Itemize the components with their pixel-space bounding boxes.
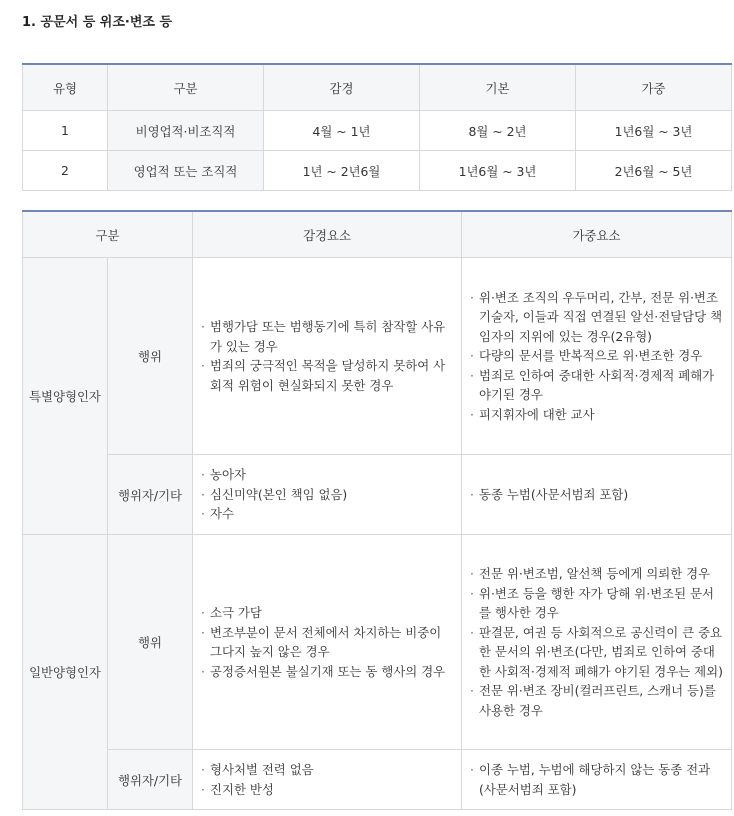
group-general-factors: 일반양형인자 [23, 535, 108, 810]
list-item: · 다량의 문서를 반복적으로 위·변조한 경우 [470, 346, 723, 366]
subcategory-actor-other: 행위자/기타 [108, 750, 193, 810]
cell-type: 2 [23, 151, 108, 191]
table-row [23, 151, 732, 191]
header-mitigating-factors: 감경요소 [193, 211, 462, 258]
list-item: · 범죄로 인하여 중대한 사회적·경제적 폐해가 야기된 경우 [470, 366, 723, 405]
list-item: · 이종 누범, 누범에 해당하지 않는 동종 전과(사문서범죄 포함) [470, 760, 723, 799]
table-header-row [23, 211, 732, 258]
cell-category: 영업적 또는 조직적 [108, 151, 264, 191]
aggravating-list [462, 535, 732, 750]
cell-mitigated: 1년 ~ 2년6월 [264, 151, 420, 191]
table-row [23, 111, 732, 151]
table-row [23, 535, 732, 750]
subcategory-act: 행위 [108, 258, 193, 455]
aggravating-list [462, 258, 732, 455]
aggravating-list [462, 455, 732, 535]
sentencing-range-table [22, 63, 732, 191]
list-item: · 진지한 반성 [201, 780, 453, 800]
cell-basic: 1년6월 ~ 3년 [420, 151, 576, 191]
list-item: · 형사처벌 전력 없음 [201, 760, 453, 780]
header-type: 유형 [23, 64, 108, 111]
header-basic: 기본 [420, 64, 576, 111]
mitigating-list [193, 455, 462, 535]
mitigating-list [193, 535, 462, 750]
sentencing-factors-table [22, 210, 732, 810]
list-item: · 범죄의 궁극적인 목적을 달성하지 못하여 사회적 위험이 현실화되지 못한 경우 [201, 356, 453, 395]
list-item: · 피지휘자에 대한 교사 [470, 405, 723, 425]
cell-category: 비영업적·비조직적 [108, 111, 264, 151]
cell-mitigated: 4월 ~ 1년 [264, 111, 420, 151]
list-item: · 전문 위·변조 장비(컬러프린트, 스캐너 등)를 사용한 경우 [470, 681, 723, 720]
header-aggravated: 가중 [576, 64, 732, 111]
cell-aggravated: 2년6월 ~ 5년 [576, 151, 732, 191]
list-item: · 변조부분이 문서 전체에서 차지하는 비중이 그다지 높지 않은 경우 [201, 623, 453, 662]
table-row [23, 455, 732, 535]
list-item: · 농아자 [201, 465, 453, 485]
group-special-factors: 특별양형인자 [23, 258, 108, 535]
aggravating-list [462, 750, 732, 810]
subcategory-act: 행위 [108, 535, 193, 750]
mitigating-list [193, 750, 462, 810]
header-aggravating-factors: 가중요소 [462, 211, 732, 258]
cell-aggravated: 1년6월 ~ 3년 [576, 111, 732, 151]
list-item: · 공정증서원본 불실기재 또는 동 행사의 경우 [201, 662, 453, 682]
header-mitigated: 감경 [264, 64, 420, 111]
cell-type: 1 [23, 111, 108, 151]
table-row [23, 258, 732, 455]
list-item: · 위·변조 등을 행한 자가 당해 위·변조된 문서를 행사한 경우 [470, 584, 723, 623]
cell-basic: 8월 ~ 2년 [420, 111, 576, 151]
header-category: 구분 [23, 211, 193, 258]
section-heading: 1. 공문서 등 위조·변조 등 [22, 15, 173, 30]
header-category: 구분 [108, 64, 264, 111]
subcategory-actor-other: 행위자/기타 [108, 455, 193, 535]
list-item: · 판결문, 여권 등 사회적으로 공신력이 큰 중요한 문서의 위·변조(다만, 범죄로 인하여 중대한 사회적·경제적 폐해가 야기된 경우는 제외) [470, 623, 723, 682]
table-row [23, 750, 732, 810]
list-item: · 심신미약(본인 책임 없음) [201, 485, 453, 505]
list-item: · 범행가담 또는 범행동기에 특히 참작할 사유가 있는 경우 [201, 317, 453, 356]
list-item: · 동종 누범(사문서범죄 포함) [470, 485, 723, 505]
list-item: · 소극 가담 [201, 603, 453, 623]
list-item: · 자수 [201, 504, 453, 524]
mitigating-list [193, 258, 462, 455]
list-item: · 전문 위·변조범, 알선책 등에게 의뢰한 경우 [470, 564, 723, 584]
list-item: · 위·변조 조직의 우두머리, 간부, 전문 위·변조 기술자, 이들과 직접 연결된 알선·전달담당 책임자의 지위에 있는 경우(2유형) [470, 288, 723, 347]
table-header-row [23, 64, 732, 111]
